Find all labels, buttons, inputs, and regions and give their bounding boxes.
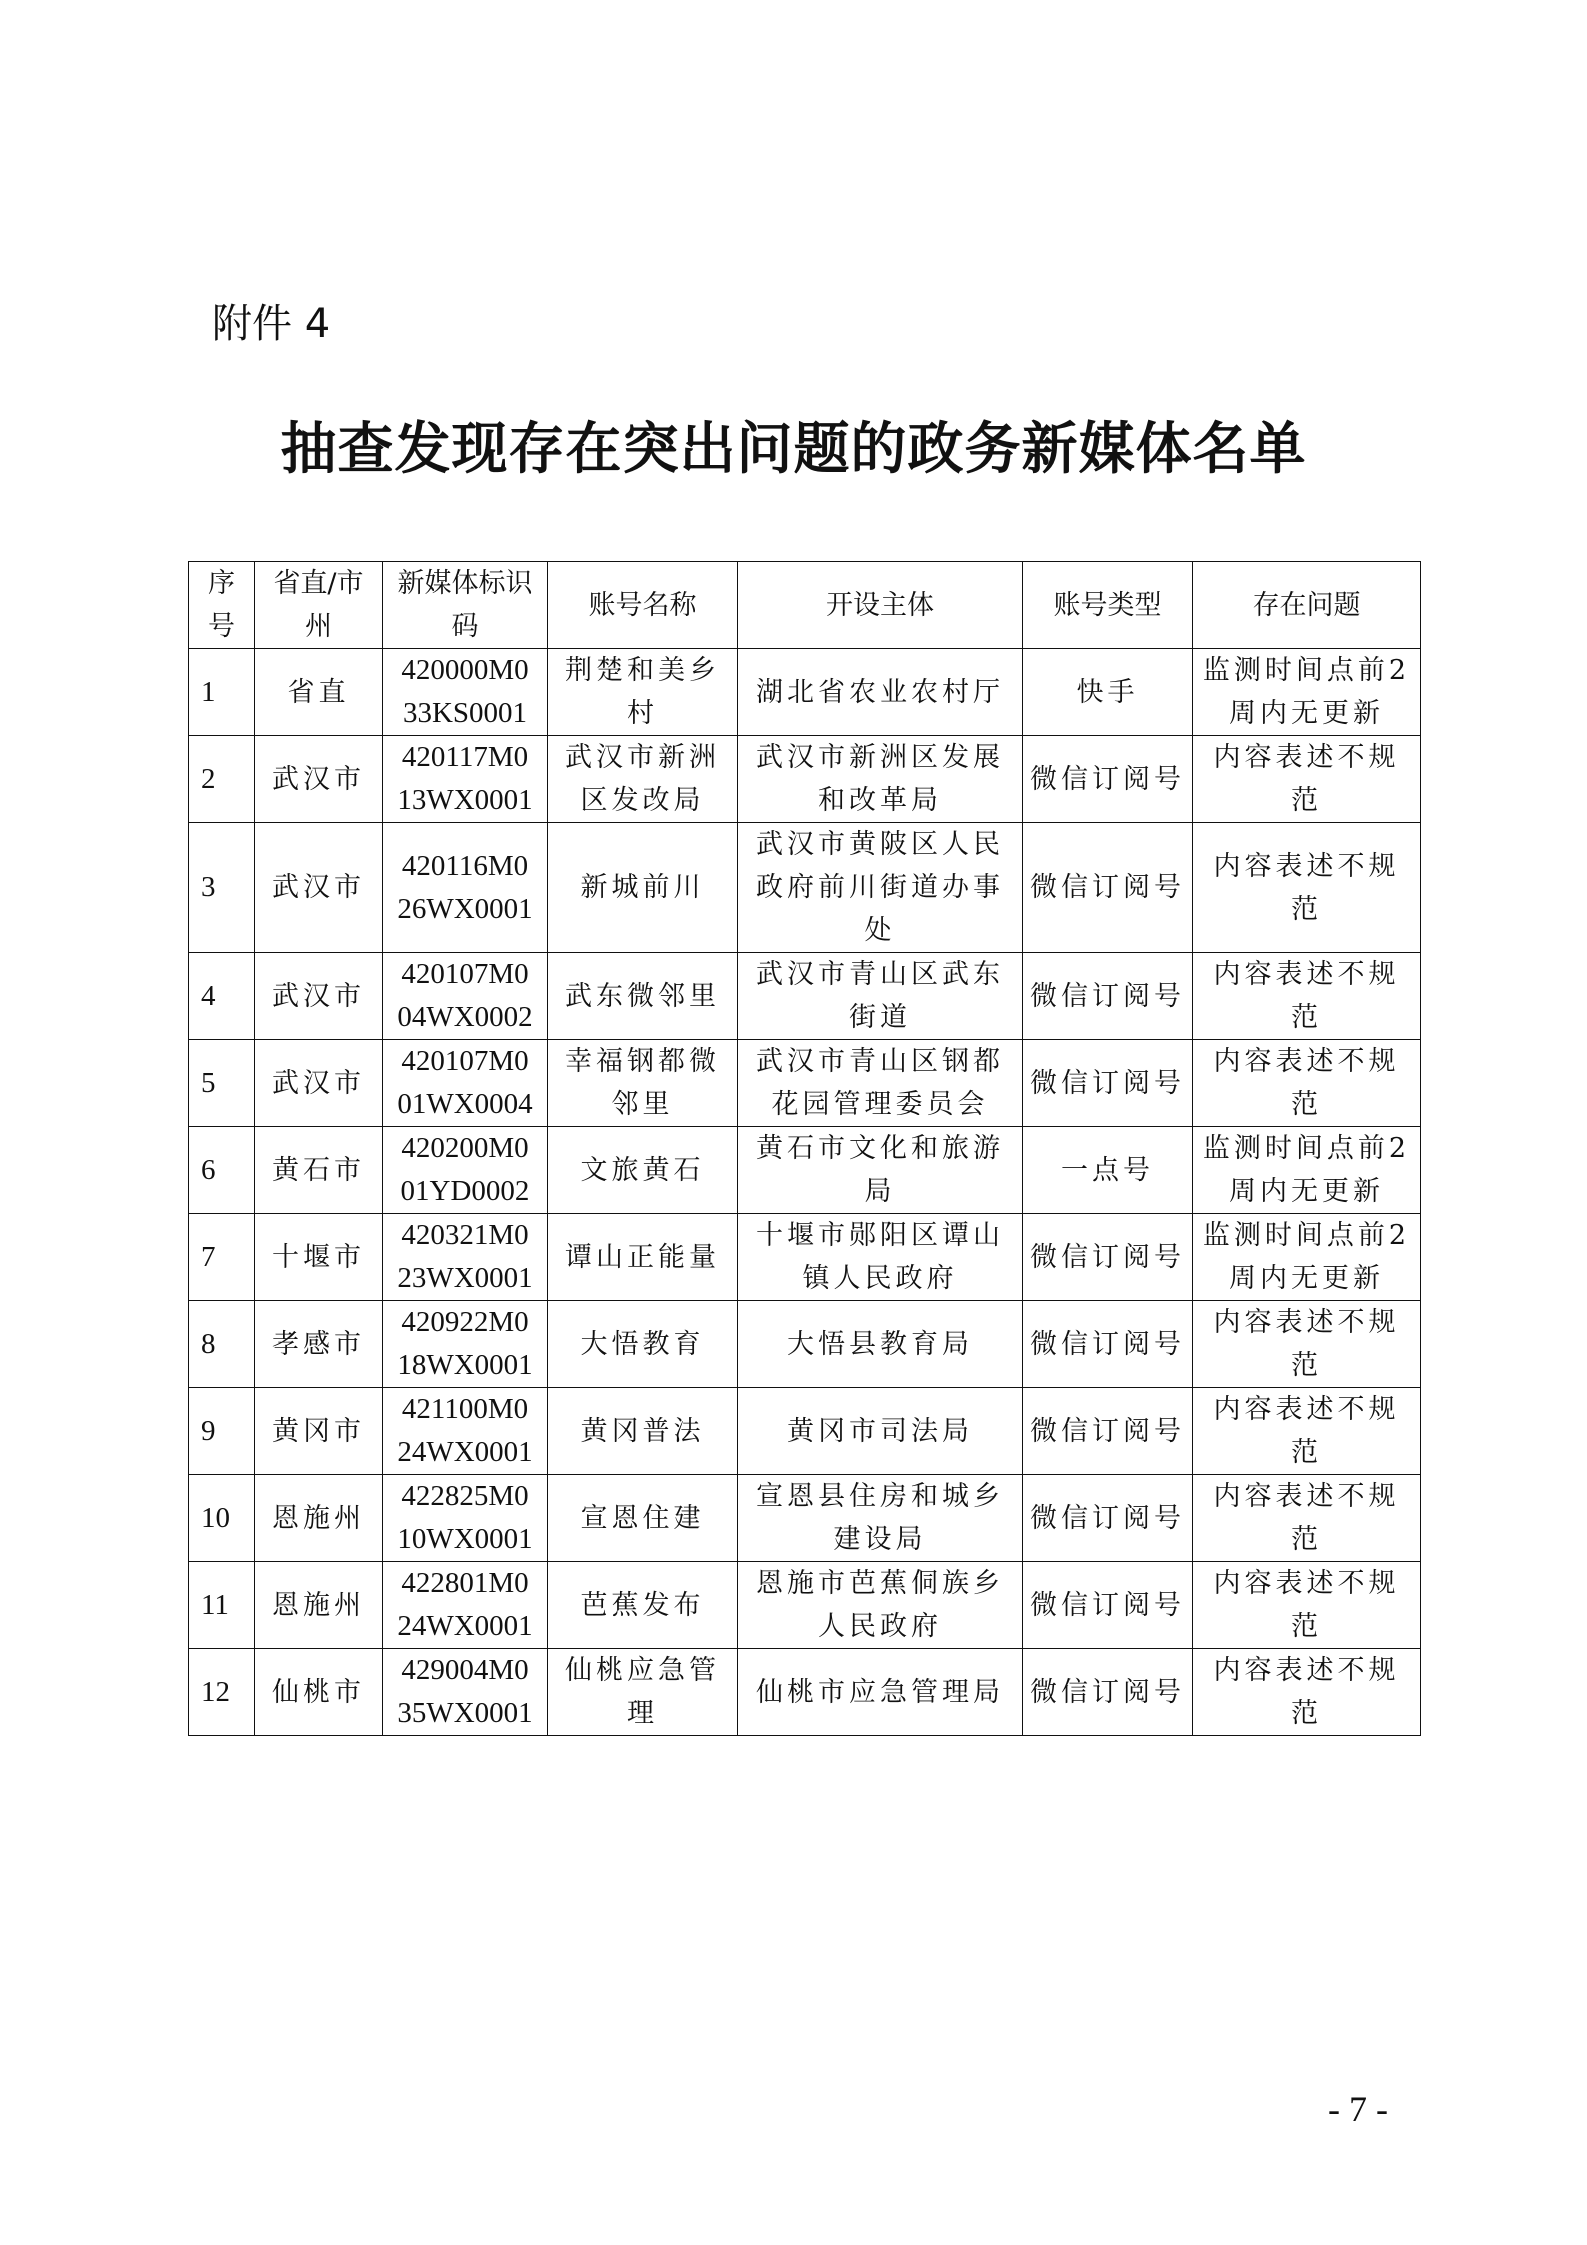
cell-account-name: 幸福钢都微邻里 xyxy=(548,1040,738,1127)
cell-issue: 内容表述不规范 xyxy=(1193,823,1421,953)
cell-operator: 武汉市青山区武东街道 xyxy=(738,953,1023,1040)
table-row xyxy=(189,1475,1421,1562)
cell-seq: 12 xyxy=(189,1649,255,1736)
cell-issue: 监测时间点前2周内无更新 xyxy=(1193,1127,1421,1214)
cell-region: 黄冈市 xyxy=(255,1388,383,1475)
cell-code xyxy=(383,953,548,1040)
cell-seq: 4 xyxy=(189,953,255,1040)
table-row xyxy=(189,1040,1421,1127)
code-line-2: 18WX0001 xyxy=(397,1349,533,1381)
table-row xyxy=(189,1649,1421,1736)
cell-account-type: 微信订阅号 xyxy=(1023,1301,1193,1388)
code-line-1: 420116M0 xyxy=(401,849,529,882)
cell-account-name: 武东微邻里 xyxy=(548,953,738,1040)
cell-seq: 6 xyxy=(189,1127,255,1214)
header-issue: 存在问题 xyxy=(1193,562,1421,649)
code-line-2: 24WX0001 xyxy=(397,1436,533,1468)
header-region: 省直/市州 xyxy=(255,562,383,649)
cell-account-type: 微信订阅号 xyxy=(1023,1040,1193,1127)
code-line-1: 420321M0 xyxy=(401,1219,529,1251)
page-number: - 7 - xyxy=(1328,2089,1388,2129)
code-line-1: 422801M0 xyxy=(401,1567,529,1599)
table-row xyxy=(189,823,1421,953)
cell-seq: 11 xyxy=(189,1562,255,1649)
cell-issue: 内容表述不规范 xyxy=(1193,1562,1421,1649)
code-line-2: 35WX0001 xyxy=(397,1697,533,1729)
cell-operator: 大悟县教育局 xyxy=(738,1301,1023,1388)
table-row xyxy=(189,1301,1421,1388)
table-row xyxy=(189,1388,1421,1475)
code-line-1: 420000M0 xyxy=(401,654,529,686)
cell-account-name: 武汉市新洲区发改局 xyxy=(548,736,738,823)
cell-code xyxy=(383,1475,548,1562)
code-line-2: 26WX0001 xyxy=(397,892,533,925)
cell-issue: 内容表述不规范 xyxy=(1193,1301,1421,1388)
cell-code xyxy=(383,1301,548,1388)
cell-region: 武汉市 xyxy=(255,736,383,823)
cell-region: 武汉市 xyxy=(255,1040,383,1127)
table-row xyxy=(189,953,1421,1040)
header-account-type: 账号类型 xyxy=(1023,562,1193,649)
cell-account-name: 新城前川 xyxy=(548,823,738,953)
code-line-1: 421100M0 xyxy=(401,1393,529,1425)
cell-operator: 湖北省农业农村厅 xyxy=(738,649,1023,736)
cell-operator: 武汉市新洲区发展和改革局 xyxy=(738,736,1023,823)
code-line-1: 422825M0 xyxy=(401,1480,529,1512)
attachment-label: 附件 4 xyxy=(212,301,331,347)
cell-account-name: 谭山正能量 xyxy=(548,1214,738,1301)
table-row xyxy=(189,649,1421,736)
cell-issue: 内容表述不规范 xyxy=(1193,1649,1421,1736)
cell-issue: 监测时间点前2周内无更新 xyxy=(1193,649,1421,736)
cell-operator: 宣恩县住房和城乡建设局 xyxy=(738,1475,1023,1562)
cell-account-name: 荆楚和美乡村 xyxy=(548,649,738,736)
code-line-2: 04WX0002 xyxy=(397,1001,533,1033)
code-line-1: 420107M0 xyxy=(401,1045,529,1077)
cell-account-type: 微信订阅号 xyxy=(1023,1214,1193,1301)
cell-operator: 武汉市黄陂区人民政府前川街道办事处 xyxy=(738,823,1023,953)
code-line-2: 01YD0002 xyxy=(400,1175,530,1207)
cell-seq: 9 xyxy=(189,1388,255,1475)
cell-region: 十堰市 xyxy=(255,1214,383,1301)
code-line-2: 23WX0001 xyxy=(397,1262,533,1294)
cell-issue: 监测时间点前2周内无更新 xyxy=(1193,1214,1421,1301)
cell-issue: 内容表述不规范 xyxy=(1193,953,1421,1040)
cell-seq: 1 xyxy=(189,649,255,736)
cell-code xyxy=(383,1214,548,1301)
cell-code xyxy=(383,1649,548,1736)
cell-issue: 内容表述不规范 xyxy=(1193,1040,1421,1127)
cell-region: 仙桃市 xyxy=(255,1649,383,1736)
cell-account-type: 微信订阅号 xyxy=(1023,1475,1193,1562)
cell-account-type: 微信订阅号 xyxy=(1023,953,1193,1040)
cell-account-name: 芭蕉发布 xyxy=(548,1562,738,1649)
table-row xyxy=(189,1562,1421,1649)
cell-seq: 7 xyxy=(189,1214,255,1301)
cell-account-type: 微信订阅号 xyxy=(1023,823,1193,953)
code-line-2: 10WX0001 xyxy=(397,1523,533,1555)
header-account-name: 账号名称 xyxy=(548,562,738,649)
cell-operator: 武汉市青山区钢都花园管理委员会 xyxy=(738,1040,1023,1127)
cell-operator: 仙桃市应急管理局 xyxy=(738,1649,1023,1736)
cell-account-type: 快手 xyxy=(1023,649,1193,736)
code-line-2: 01WX0004 xyxy=(397,1088,533,1120)
cell-issue: 内容表述不规范 xyxy=(1193,736,1421,823)
code-line-1: 420200M0 xyxy=(401,1132,529,1164)
cell-region: 武汉市 xyxy=(255,823,383,953)
code-line-1: 420922M0 xyxy=(401,1306,529,1338)
cell-account-name: 宣恩住建 xyxy=(548,1475,738,1562)
cell-code xyxy=(383,823,548,953)
cell-operator: 十堰市郧阳区谭山镇人民政府 xyxy=(738,1214,1023,1301)
cell-region: 黄石市 xyxy=(255,1127,383,1214)
cell-account-name: 黄冈普法 xyxy=(548,1388,738,1475)
code-line-1: 420117M0 xyxy=(401,741,529,773)
cell-account-type: 微信订阅号 xyxy=(1023,1562,1193,1649)
code-line-2: 24WX0001 xyxy=(397,1610,533,1642)
cell-seq: 3 xyxy=(189,823,255,953)
cell-seq: 10 xyxy=(189,1475,255,1562)
cell-region: 孝感市 xyxy=(255,1301,383,1388)
header-operator: 开设主体 xyxy=(738,562,1023,649)
cell-code xyxy=(383,1388,548,1475)
cell-account-type: 微信订阅号 xyxy=(1023,736,1193,823)
cell-seq: 2 xyxy=(189,736,255,823)
cell-code xyxy=(383,1562,548,1649)
document-title: 抽查发现存在突出问题的政务新媒体名单 xyxy=(280,416,1307,482)
cell-account-name: 大悟教育 xyxy=(548,1301,738,1388)
cell-operator: 黄冈市司法局 xyxy=(738,1388,1023,1475)
cell-code xyxy=(383,736,548,823)
media-list-table xyxy=(188,561,1421,1736)
cell-region: 武汉市 xyxy=(255,953,383,1040)
table-row xyxy=(189,1214,1421,1301)
cell-account-name: 仙桃应急管理 xyxy=(548,1649,738,1736)
cell-seq: 8 xyxy=(189,1301,255,1388)
code-line-1: 429004M0 xyxy=(401,1654,529,1686)
code-line-1: 420107M0 xyxy=(401,958,529,990)
cell-code xyxy=(383,1040,548,1127)
cell-issue: 内容表述不规范 xyxy=(1193,1388,1421,1475)
cell-account-type: 微信订阅号 xyxy=(1023,1649,1193,1736)
cell-account-name: 文旅黄石 xyxy=(548,1127,738,1214)
cell-operator: 黄石市文化和旅游局 xyxy=(738,1127,1023,1214)
table-row xyxy=(189,736,1421,823)
header-code: 新媒体标识码 xyxy=(383,562,548,649)
cell-account-type: 微信订阅号 xyxy=(1023,1388,1193,1475)
cell-code xyxy=(383,1127,548,1214)
cell-code xyxy=(383,649,548,736)
cell-operator: 恩施市芭蕉侗族乡人民政府 xyxy=(738,1562,1023,1649)
table-row xyxy=(189,1127,1421,1214)
table-body xyxy=(189,649,1421,1736)
cell-region: 省直 xyxy=(255,649,383,736)
cell-seq: 5 xyxy=(189,1040,255,1127)
header-seq: 序号 xyxy=(189,562,255,649)
cell-region: 恩施州 xyxy=(255,1475,383,1562)
code-line-2: 13WX0001 xyxy=(397,784,533,816)
cell-account-type: 一点号 xyxy=(1023,1127,1193,1214)
cell-issue: 内容表述不规范 xyxy=(1193,1475,1421,1562)
cell-region: 恩施州 xyxy=(255,1562,383,1649)
code-line-2: 33KS0001 xyxy=(402,697,528,729)
table-header-row xyxy=(189,562,1421,649)
